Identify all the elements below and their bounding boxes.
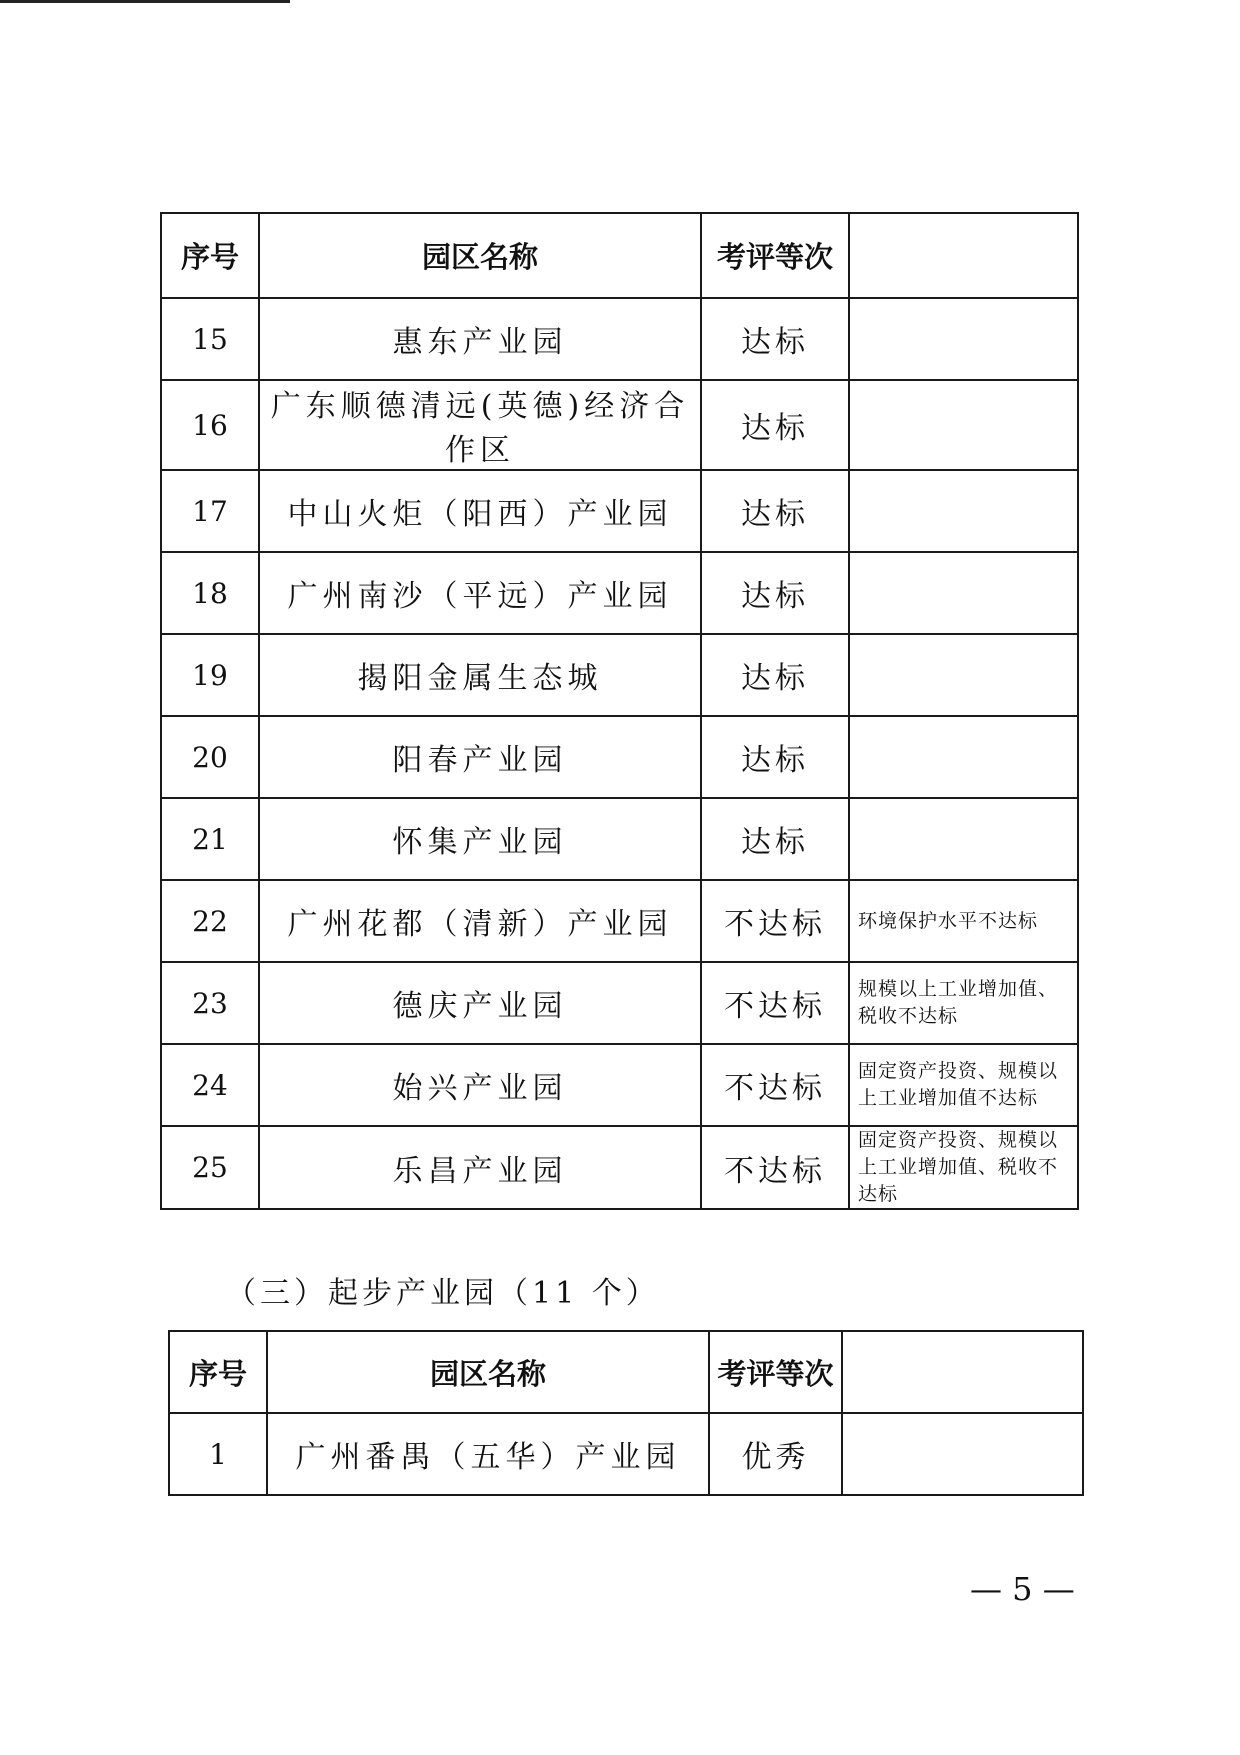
table-row <box>161 380 1078 470</box>
header-note <box>842 1331 1083 1413</box>
starter-parks-table <box>168 1330 1084 1496</box>
cell-num: 22 <box>161 880 259 962</box>
cell-grade: 不达标 <box>701 880 849 962</box>
cell-grade: 达标 <box>701 716 849 798</box>
cell-num: 17 <box>161 470 259 552</box>
evaluation-table-continued <box>160 212 1079 1210</box>
cell-grade: 不达标 <box>701 1044 849 1126</box>
table-row <box>161 298 1078 380</box>
table-row <box>161 1126 1078 1209</box>
table-row <box>169 1413 1083 1495</box>
cell-note <box>849 380 1078 470</box>
cell-note <box>849 470 1078 552</box>
cell-note: 固定资产投资、规模以上工业增加值不达标 <box>849 1044 1078 1126</box>
cell-num: 15 <box>161 298 259 380</box>
cell-num: 21 <box>161 798 259 880</box>
cell-num: 16 <box>161 380 259 470</box>
cell-grade: 达标 <box>701 470 849 552</box>
header-grade: 考评等次 <box>701 213 849 298</box>
cell-num: 18 <box>161 552 259 634</box>
cell-num: 20 <box>161 716 259 798</box>
cell-park-name: 广州花都（清新）产业园 <box>259 880 701 962</box>
cell-note <box>849 298 1078 380</box>
cell-note <box>849 798 1078 880</box>
cell-note: 环境保护水平不达标 <box>849 880 1078 962</box>
cell-park-name: 始兴产业园 <box>259 1044 701 1126</box>
cell-grade: 不达标 <box>701 962 849 1044</box>
cell-num: 25 <box>161 1126 259 1209</box>
table-row <box>161 552 1078 634</box>
cell-note <box>842 1413 1083 1495</box>
header-name: 园区名称 <box>267 1331 709 1413</box>
cell-grade: 达标 <box>701 380 849 470</box>
header-name: 园区名称 <box>259 213 701 298</box>
header-num: 序号 <box>161 213 259 298</box>
top-rule <box>0 0 290 3</box>
cell-park-name: 揭阳金属生态城 <box>259 634 701 716</box>
table-row <box>161 634 1078 716</box>
table-header-row <box>169 1331 1083 1413</box>
cell-note: 规模以上工业增加值、税收不达标 <box>849 962 1078 1044</box>
cell-park-name: 德庆产业园 <box>259 962 701 1044</box>
cell-park-name: 阳春产业园 <box>259 716 701 798</box>
cell-note: 固定资产投资、规模以上工业增加值、税收不达标 <box>849 1126 1078 1209</box>
cell-grade: 不达标 <box>701 1126 849 1209</box>
cell-park-name: 中山火炬（阳西）产业园 <box>259 470 701 552</box>
cell-grade: 优秀 <box>709 1413 842 1495</box>
header-note <box>849 213 1078 298</box>
cell-num: 24 <box>161 1044 259 1126</box>
cell-note <box>849 552 1078 634</box>
cell-grade: 达标 <box>701 798 849 880</box>
cell-grade: 达标 <box>701 552 849 634</box>
header-num: 序号 <box>169 1331 267 1413</box>
section-heading-starter-parks: （三）起步产业园（11 个） <box>226 1276 660 1311</box>
cell-park-name: 怀集产业园 <box>259 798 701 880</box>
cell-park-name: 广州番禺（五华）产业园 <box>267 1413 709 1495</box>
cell-note <box>849 716 1078 798</box>
table-row <box>161 880 1078 962</box>
cell-num: 1 <box>169 1413 267 1495</box>
cell-park-name: 广东顺德清远(英德)经济合作区 <box>259 380 701 470</box>
cell-num: 23 <box>161 962 259 1044</box>
header-grade: 考评等次 <box>709 1331 842 1413</box>
table-row <box>161 798 1078 880</box>
cell-num: 19 <box>161 634 259 716</box>
cell-note <box>849 634 1078 716</box>
table-row <box>161 962 1078 1044</box>
table-row <box>161 716 1078 798</box>
table-header-row <box>161 213 1078 298</box>
cell-park-name: 广州南沙（平远）产业园 <box>259 552 701 634</box>
cell-park-name: 乐昌产业园 <box>259 1126 701 1209</box>
page-number: — 5 — <box>970 1570 1075 1608</box>
cell-grade: 达标 <box>701 634 849 716</box>
table-row <box>161 1044 1078 1126</box>
cell-grade: 达标 <box>701 298 849 380</box>
cell-park-name: 惠东产业园 <box>259 298 701 380</box>
table-row <box>161 470 1078 552</box>
